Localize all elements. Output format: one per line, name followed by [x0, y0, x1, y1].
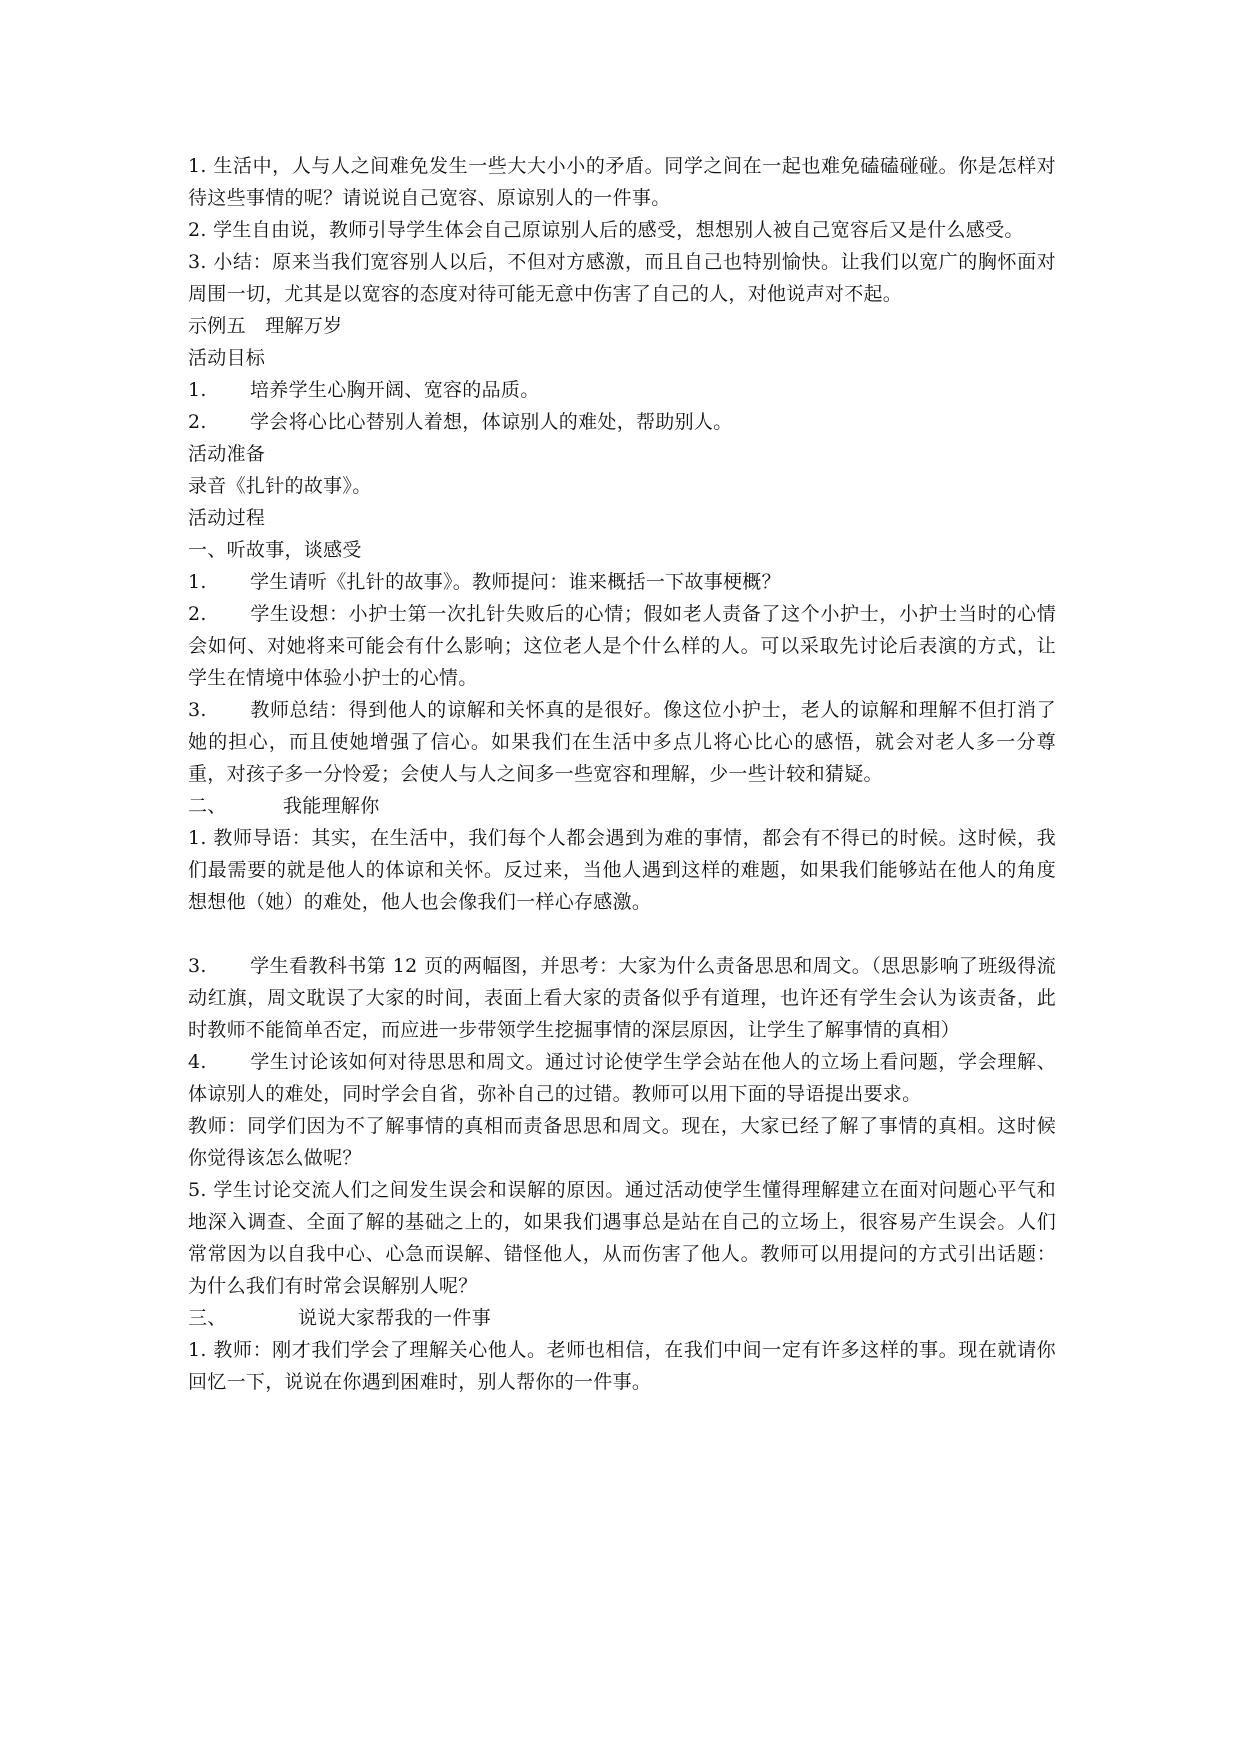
paragraph-2: 2. 学生自由说，教师引导学生体会自己原谅别人后的感受，想想别人被自己宽容后又是什么感受。 [188, 219, 1024, 241]
goal-item-1 [188, 374, 1056, 406]
section-2-item-4 [188, 1046, 1056, 1110]
section-1-item-3-text: 教师总结：得到他人的谅解和关怀真的是很好。像这位小护士，老人的谅解和理解不但打消了她的担心，而且使她增强了信心。如果我们在生活中多点儿将心比心的感悟，就会对老人多一分尊重，对孩子多一分怜爱；会使人与人之间多一些宽容和理解，少一些计较和猜疑。 [188, 699, 1056, 785]
section-3-item-1: 1. 教师：刚才我们学会了理解关心他人。老师也相信，在我们中间一定有许多这样的事。现在就请你回忆一下，说说在你遇到困难时，别人帮你的一件事。 [188, 1339, 1056, 1393]
section-2-item-4-text: 学生讨论该如何对待思思和周文。通过讨论使学生学会站在他人的立场上看问题，学会理解、体谅别人的难处，同时学会自省，弥补自己的过错。教师可以用下面的导语提出要求。 [188, 1051, 1056, 1105]
section-2-item-3-text: 学生看教科书第 12 页的两幅图，并思考：大家为什么责备思思和周文。（思思影响了班级得流动红旗，周文耽误了大家的时间，表面上看大家的责备似乎有道理，也许还有学生会认为该责备，此时教师不能简单否定，而应进一步带领学生挖掘事情的深层原因，让学生了解事情的真相） [188, 955, 1056, 1041]
paragraph-1: 1. 生活中，人与人之间难免发生一些大大小小的矛盾。同学之间在一起也难免磕磕碰碰。你是怎样对待这些事情的呢？请说说自己宽容、原谅别人的一件事。 [188, 155, 1056, 209]
example-title: 示例五 理解万岁 [188, 315, 343, 337]
section-1-item-1-text: 学生请听《扎针的故事》。教师提问：谁来概括一下故事梗概？ [250, 571, 781, 593]
section-2-title [188, 790, 1056, 822]
section-1-item-1-number: 1. [188, 571, 207, 593]
prep-heading: 活动准备 [188, 443, 266, 465]
section-1-item-2-text: 学生设想：小护士第一次扎针失败后的心情；假如老人责备了这个小护士，小护士当时的心情会如何、对她将来可能会有什么影响；这位老人是个什么样的人。可以采取先讨论后表演的方式，让学生在情境中体验小护士的心情。 [188, 603, 1056, 689]
prep-text: 录音《扎针的故事》。 [188, 475, 372, 497]
goal-item-1-text: 培养学生心胸开阔、宽容的品质。 [250, 379, 540, 401]
section-2-item-3 [188, 950, 1056, 1046]
section-3-title [188, 1302, 1056, 1334]
section-3-number: 三、 [188, 1307, 227, 1329]
goal-item-2-text: 学会将心比心替别人着想，体谅别人的难处，帮助别人。 [250, 411, 733, 433]
paragraph-3: 3. 小结：原来当我们宽容别人以后，不但对方感激，而且自己也特别愉快。让我们以宽广的胸怀面对周围一切，尤其是以宽容的态度对待可能无意中伤害了自己的人，对他说声对不起。 [188, 251, 1056, 305]
process-heading: 活动过程 [188, 507, 266, 529]
section-2-item-5: 5. 学生讨论交流人们之间发生误会和误解的原因。通过活动使学生懂得理解建立在面对问题心平气和地深入调查、全面了解的基础之上的，如果我们遇事总是站在自己的立场上，很容易产生误会。人们常常因为以自我中心、心急而误解、错怪他人，从而伤害了他人。教师可以用提问的方式引出话题：为什么我们有时常会误解别人呢？ [188, 1179, 1056, 1297]
section-2-number: 二、 [188, 795, 227, 817]
section-1-item-2 [188, 598, 1056, 694]
section-2-item-1: 1. 教师导语：其实，在生活中，我们每个人都会遇到为难的事情，都会有不得已的时候。这时候，我们最需要的就是他人的体谅和关怀。反过来，当他人遇到这样的难题，如果我们能够站在他人的角度想想他（她）的难处，他人也会像我们一样心存感激。 [188, 827, 1056, 913]
section-2-item-4-number: 4. [188, 1051, 207, 1073]
section-3-title-text: 说说大家帮我的一件事 [298, 1307, 492, 1329]
document-page [188, 150, 1056, 1398]
section-1-title: 一、听故事，谈感受 [188, 539, 362, 561]
goal-item-2-number: 2. [188, 411, 207, 433]
blank-line [188, 918, 1056, 950]
section-2-teacher-line: 教师：同学们因为不了解事情的真相而责备思思和周文。现在，大家已经了解了事情的真相。这时候你觉得该怎么做呢？ [188, 1115, 1056, 1169]
section-1-item-3 [188, 694, 1056, 790]
section-1-item-1 [188, 566, 1056, 598]
section-2-title-text: 我能理解你 [283, 795, 380, 817]
section-2-item-3-number: 3. [188, 955, 207, 977]
goal-item-1-number: 1. [188, 379, 207, 401]
section-1-item-3-number: 3. [188, 699, 207, 721]
section-1-item-2-number: 2. [188, 603, 207, 625]
goal-heading: 活动目标 [188, 347, 266, 369]
goal-item-2 [188, 406, 1056, 438]
